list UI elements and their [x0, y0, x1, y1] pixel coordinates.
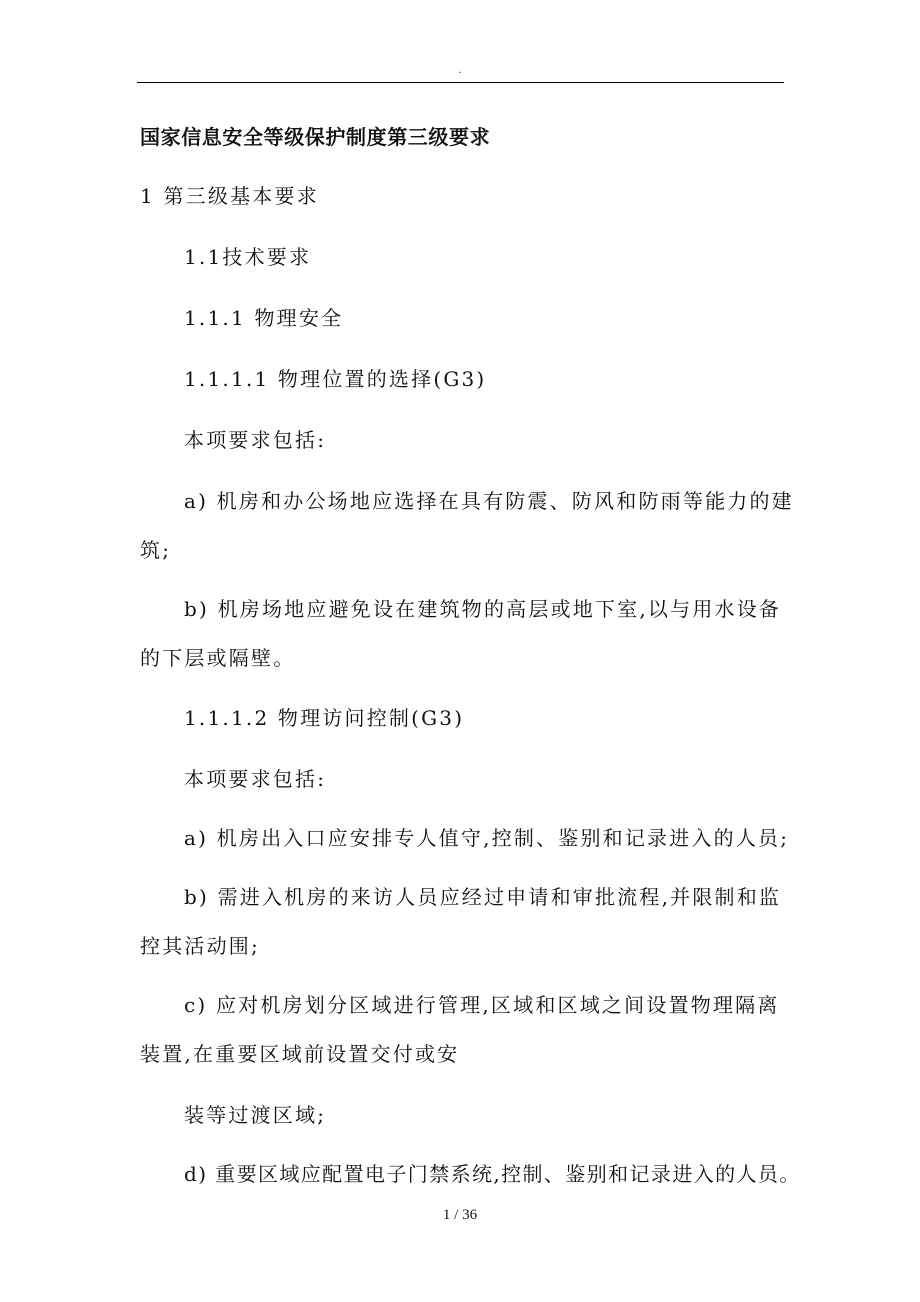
list-item-b-line-2: 控其活动围; [140, 934, 260, 958]
page-number: 1 / 36 [442, 1207, 478, 1223]
heading-level-2: 1.1技术要求 [184, 245, 312, 269]
header-mark: . [458, 65, 462, 76]
list-item-b-line-1: b) 需进入机房的来访人员应经过申请和审批流程,并限制和监 [184, 885, 782, 909]
list-item-a-line-1: a) 机房和办公场地应选择在具有防震、防风和防雨等能力的建 [184, 489, 794, 513]
list-item-c-line-3: 装等过渡区域; [184, 1103, 327, 1127]
list-item-a: a) 机房出入口应安排专人值守,控制、鉴别和记录进入的人员; [184, 826, 790, 850]
list-item-a-line-2: 筑; [140, 538, 172, 562]
heading-level-1: 1 第三级基本要求 [140, 184, 319, 208]
heading-level-4: 1.1.1.1 物理位置的选择(G3) [184, 367, 487, 391]
paragraph-intro: 本项要求包括: [184, 428, 327, 452]
list-item-c-line-2: 装置,在重要区域前设置交付或安 [140, 1042, 460, 1066]
list-item-b-line-2: 的下层或隔壁。 [140, 646, 296, 670]
list-item-d: d) 重要区域应配置电子门禁系统,控制、鉴别和记录进入的人员。 [184, 1162, 801, 1186]
document-title: 国家信息安全等级保护制度第三级要求 [140, 125, 491, 149]
paragraph-intro: 本项要求包括: [184, 767, 327, 791]
header-rule [137, 82, 784, 83]
list-item-b-line-1: b) 机房场地应避免设在建筑物的高层或地下室,以与用水设备 [184, 597, 782, 621]
heading-level-4: 1.1.1.2 物理访问控制(G3) [184, 706, 465, 730]
heading-level-3: 1.1.1 物理安全 [184, 306, 344, 330]
list-item-c-line-1: c) 应对机房划分区域进行管理,区域和区域之间设置物理隔离 [184, 993, 780, 1017]
